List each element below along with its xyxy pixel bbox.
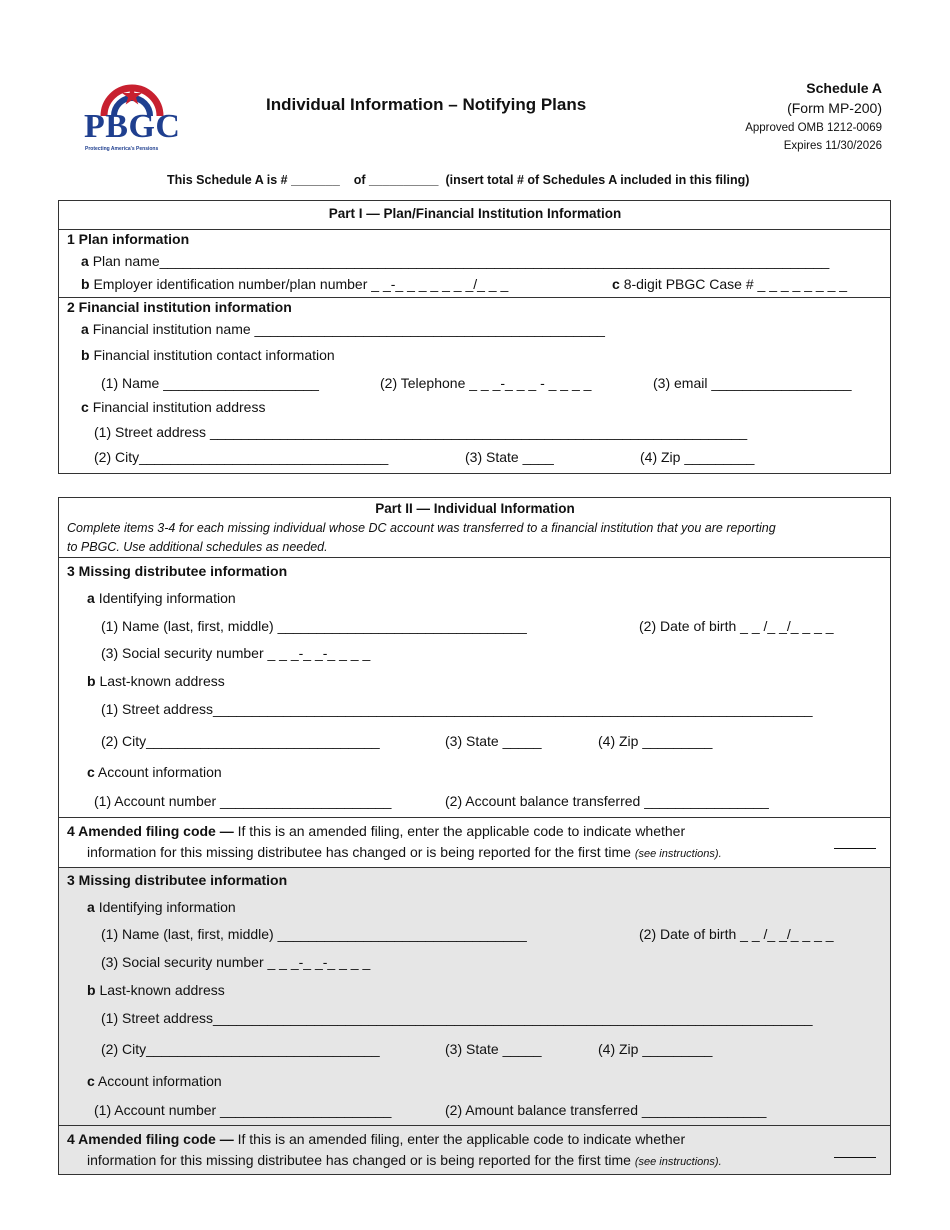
plan-name-label: Plan name______________________________________________________________________________________ <box>92 253 830 269</box>
ssn-field[interactable]: (3) Social security number _ _ _-_ _-_ _ _ _ <box>101 645 371 661</box>
state-field[interactable]: (3) State _____ <box>445 733 542 749</box>
date-of-birth-field[interactable]: (2) Date of birth _ _ /_ _/_ _ _ _ <box>639 618 834 634</box>
identifying-label <box>87 590 236 606</box>
amended-filing-code <box>67 1131 685 1147</box>
amended-filing-text-2 <box>87 844 722 860</box>
part1-title: Part I — Plan/Financial Institution Information <box>328 206 622 221</box>
omb-label: Approved OMB 1212-0069 <box>745 122 882 134</box>
logo-text: PBGC <box>84 108 181 145</box>
divider <box>58 557 891 558</box>
amended-code-input[interactable] <box>834 1143 876 1158</box>
ein-plan-number-field[interactable] <box>81 276 508 292</box>
pbgc-case-field[interactable] <box>612 276 847 292</box>
fi-email-field[interactable]: (3) email __________________ <box>653 375 852 391</box>
part2-instructions: Complete items 3-4 for each missing individual whose DC account was transferred to a financial institution that you are reporting <box>67 521 776 535</box>
distributee-name-field[interactable]: (1) Name (last, first, middle) ________________________________ <box>101 618 527 634</box>
account-info-label <box>87 1073 222 1089</box>
form-label: (Form MP-200) <box>787 100 882 116</box>
last-known-address-label <box>87 982 225 998</box>
item-letter: b <box>81 276 90 292</box>
fi-contact-name-field[interactable]: (1) Name ____________________ <box>101 375 319 391</box>
street-address-field[interactable]: (1) Street address_____________________________________________________________________________ <box>101 701 813 717</box>
identifying-text: Identifying information <box>98 590 236 606</box>
account-number-field[interactable]: (1) Account number ______________________ <box>94 793 392 809</box>
plan-name-field[interactable] <box>81 253 829 269</box>
amended-text: If this is an amended filing, enter the applicable code to indicate whether <box>237 823 686 839</box>
date-of-birth-field[interactable]: (2) Date of birth _ _ /_ _/_ _ _ _ <box>639 926 834 942</box>
last-known-address-label <box>87 673 225 689</box>
street-address-field[interactable]: (1) Street address_____________________________________________________________________________ <box>101 1010 813 1026</box>
last-known-address-text: Last-known address <box>99 982 225 998</box>
page-title: Individual Information – Notifying Plans <box>266 95 587 114</box>
logo-tagline: Protecting America's Pensions <box>85 146 159 152</box>
part2-title: Part II — Individual Information <box>375 501 575 516</box>
last-known-address-text: Last-known address <box>99 673 225 689</box>
fi-name-field[interactable] <box>81 321 605 337</box>
amended-heading: 4 Amended filing code — <box>67 1131 234 1147</box>
divider <box>58 867 891 868</box>
ein-label: Employer identification number/plan number _ _-_ _ _ _ _ _ _/_ _ _ <box>93 276 509 292</box>
identifying-label <box>87 899 236 915</box>
amended-code-input[interactable] <box>834 834 876 849</box>
amended-heading: 4 Amended filing code — <box>67 823 234 839</box>
account-info-text: Account information <box>97 764 222 780</box>
distributee-heading: 3 Missing distributee information <box>67 563 288 579</box>
amended-text: information for this missing distributee has changed or is being reported for the first time <box>87 844 631 860</box>
item-letter: b <box>87 982 96 998</box>
city-field[interactable]: (2) City______________________________ <box>101 1041 380 1057</box>
fi-contact-text: Financial institution contact information <box>93 347 335 363</box>
amended-note: (see instructions). <box>634 848 722 860</box>
fi-state-field[interactable]: (3) State ____ <box>465 449 554 465</box>
account-info-text: Account information <box>97 1073 222 1089</box>
fi-name-label: Financial institution name _____________________________________________ <box>92 321 605 337</box>
divider <box>58 817 891 818</box>
schedule-count-note: (insert total # of Schedules A included in this filing) <box>445 173 750 187</box>
fi-city-field[interactable]: (2) City________________________________ <box>94 449 389 465</box>
fi-zip-field[interactable]: (4) Zip _________ <box>640 449 755 465</box>
item-letter: a <box>87 899 95 915</box>
amended-note: (see instructions). <box>634 1156 722 1168</box>
item-letter: b <box>87 673 96 689</box>
item-letter: c <box>87 1073 95 1089</box>
state-field[interactable]: (3) State _____ <box>445 1041 542 1057</box>
account-balance-field[interactable]: (2) Account balance transferred ________________ <box>445 793 769 809</box>
schedule-info <box>745 79 882 155</box>
distributee-heading: 3 Missing distributee information <box>67 872 288 888</box>
fi-address-label <box>81 399 265 415</box>
schedule-count-line <box>167 173 749 187</box>
account-balance-field[interactable]: (2) Amount balance transferred ________________ <box>445 1102 767 1118</box>
fi-telephone-field[interactable]: (2) Telephone _ _ _-_ _ _ - _ _ _ _ <box>380 375 592 391</box>
amended-text: information for this missing distributee has changed or is being reported for the first time <box>87 1152 631 1168</box>
divider <box>58 1125 891 1126</box>
schedule-number-field[interactable]: This Schedule A is # _______ <box>167 173 340 187</box>
item1-heading: 1 Plan information <box>67 231 190 247</box>
fi-contact-label <box>81 347 335 363</box>
amended-filing-text-2 <box>87 1152 722 1168</box>
schedule-label: Schedule A <box>806 80 882 96</box>
account-info-label <box>87 764 222 780</box>
zip-field[interactable]: (4) Zip _________ <box>598 733 713 749</box>
item-letter: a <box>81 253 89 269</box>
fi-address-text: Financial institution address <box>92 399 266 415</box>
zip-field[interactable]: (4) Zip _________ <box>598 1041 713 1057</box>
amended-text: If this is an amended filing, enter the applicable code to indicate whether <box>237 1131 686 1147</box>
expires-label: Expires 11/30/2026 <box>783 140 882 152</box>
fi-street-field[interactable]: (1) Street address _____________________________________________________________________ <box>94 424 748 440</box>
amended-filing-code <box>67 823 685 839</box>
item-letter: c <box>81 399 89 415</box>
item-letter: b <box>81 347 90 363</box>
identifying-text: Identifying information <box>98 899 236 915</box>
account-number-field[interactable]: (1) Account number ______________________ <box>94 1102 392 1118</box>
item-letter: a <box>81 321 89 337</box>
divider <box>58 297 891 298</box>
part2-instructions: to PBGC. Use additional schedules as needed. <box>67 540 328 554</box>
ssn-field[interactable]: (3) Social security number _ _ _-_ _-_ _ _ _ <box>101 954 371 970</box>
city-field[interactable]: (2) City______________________________ <box>101 733 380 749</box>
schedule-total-field[interactable]: of __________ <box>353 173 439 187</box>
distributee-name-field[interactable]: (1) Name (last, first, middle) ________________________________ <box>101 926 527 942</box>
item-letter: c <box>87 764 95 780</box>
item-letter: c <box>612 276 620 292</box>
pbgc-logo <box>84 82 180 154</box>
item2-heading: 2 Financial institution information <box>67 299 292 315</box>
item-letter: a <box>87 590 95 606</box>
pbgc-case-label: 8-digit PBGC Case # _ _ _ _ _ _ _ _ <box>623 276 848 292</box>
divider <box>58 229 891 230</box>
